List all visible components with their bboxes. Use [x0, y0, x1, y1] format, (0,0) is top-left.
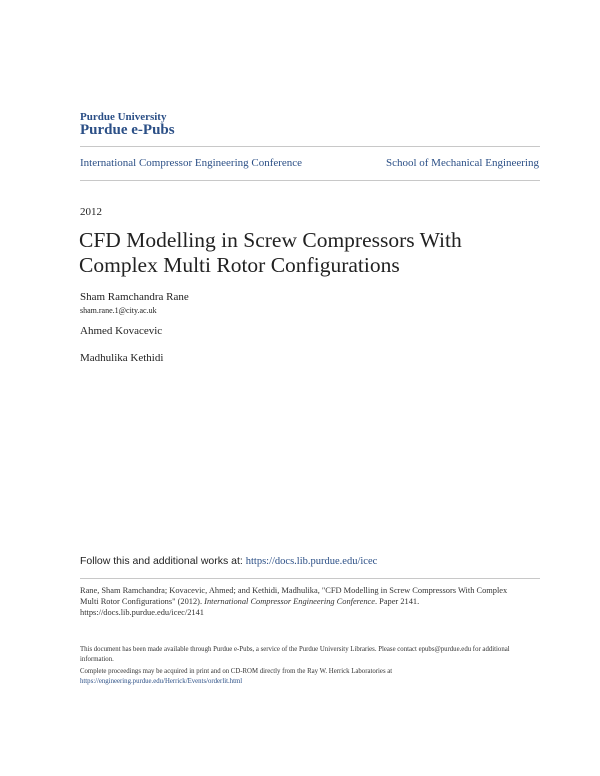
- header-bottom-rule: [80, 180, 540, 181]
- proceedings-link[interactable]: https://engineering.purdue.edu/Herrick/Events/orderlit.html: [80, 677, 243, 685]
- follow-link[interactable]: https://docs.lib.purdue.edu/icec: [245, 556, 378, 567]
- paper-title: CFD Modelling in Screw Compressors With Complex Multi Rotor Configurations: [79, 228, 462, 277]
- follow-line: [80, 555, 377, 567]
- proceedings-text: Complete proceedings may be acquired in print and on CD-ROM directly from the Ray W. Herrick Laboratories at: [80, 668, 393, 675]
- availability-note: This document has been made available through Purdue e-Pubs, a service of the Purdue University Libraries. Please contact epubs@purdue.edu for additional information.: [80, 646, 510, 663]
- proceedings-note: [80, 667, 530, 686]
- citation-block: [80, 585, 520, 618]
- author-email: sham.rane.1@city.ac.uk: [80, 306, 157, 315]
- citation-url[interactable]: https://docs.lib.purdue.edu/icec/2141: [80, 608, 204, 617]
- publication-year: 2012: [80, 206, 102, 218]
- header-top-rule: [80, 146, 540, 147]
- citation-text: Rane, Sham Ramchandra; Kovacevic, Ahmed; and Kethidi, Madhulika, "CFD Modelling in Screw Compressors With Complex Multi Rotor Configurations" (2012).: [80, 586, 508, 606]
- author-name: Madhulika Kethidi: [80, 352, 164, 364]
- citation-rule: [80, 578, 540, 579]
- author-name: Ahmed Kovacevic: [80, 325, 163, 337]
- citation-paper-number: . Paper 2141.: [374, 597, 420, 606]
- author-name: Sham Ramchandra Rane: [80, 291, 189, 303]
- citation-conference: International Compressor Engineering Conference: [204, 597, 375, 606]
- school-link[interactable]: School of Mechanical Engineering: [385, 157, 539, 169]
- conference-link[interactable]: International Compressor Engineering Conference: [80, 157, 303, 169]
- institution-name[interactable]: Purdue University: [80, 111, 167, 123]
- repository-name[interactable]: Purdue e-Pubs: [80, 122, 175, 138]
- follow-label: Follow this and additional works at:: [80, 555, 246, 567]
